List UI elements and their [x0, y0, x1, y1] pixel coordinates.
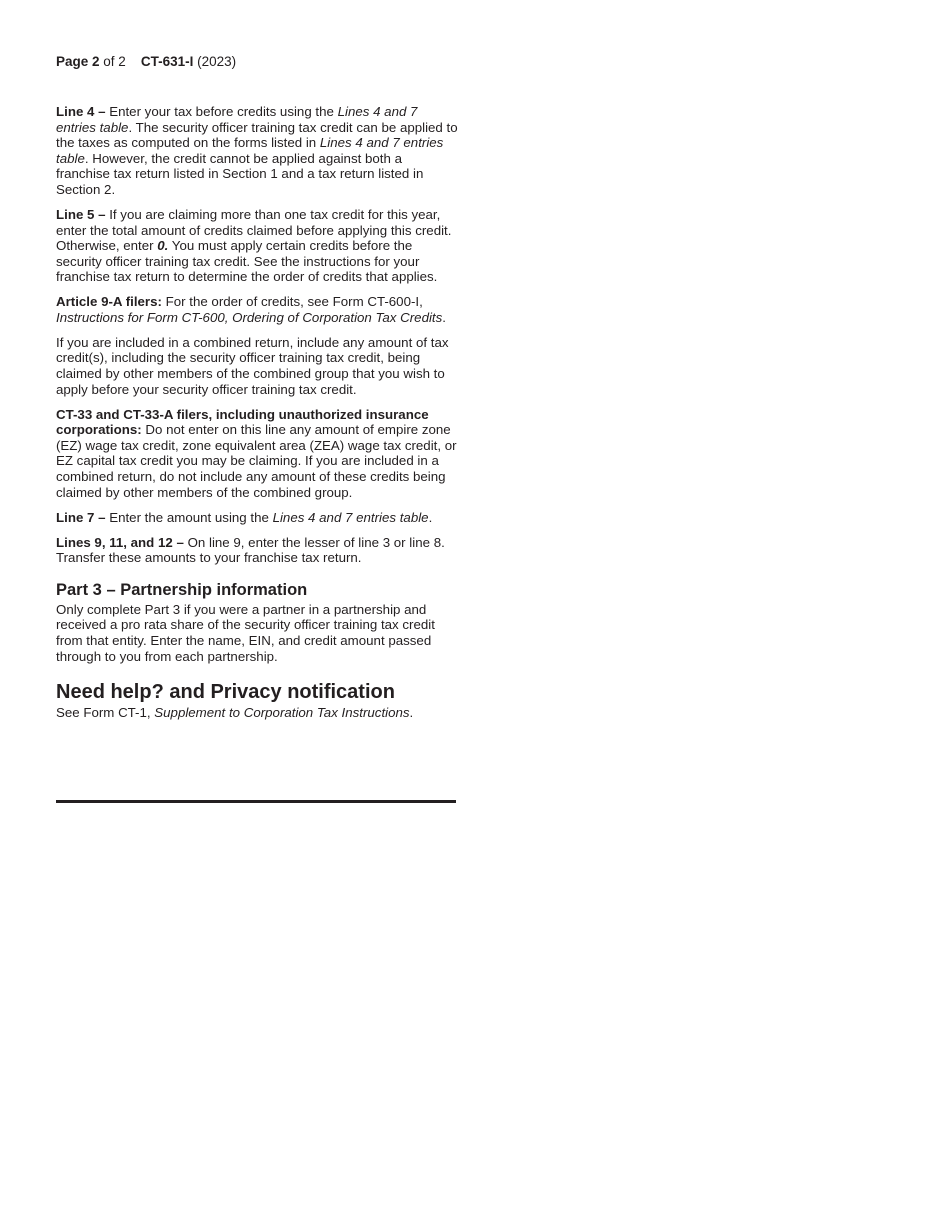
line4-table-ref: Lines 4 and 7 entries table [56, 104, 418, 135]
page-number: Page 2 [56, 54, 100, 69]
combined-paragraph: If you are included in a combined return, include any amount of tax credit(s), including the security officer training tax credit, being claimed by other members of the combined group that you wish to apply before your security officer training tax credit. [56, 334, 449, 397]
line7-label: Line 7 – [56, 509, 106, 525]
article9a-paragraph [56, 294, 458, 325]
ct33-label: CT-33 and CT-33-A filers, including unauthorized insurance corporations: [56, 406, 429, 438]
part3-paragraph: Only complete Part 3 if you were a partner in a partnership and received a pro rata share of the security officer training tax credit from that entity. Enter the name, EIN, and credit amount passed through to you from each partnership. [56, 601, 435, 664]
line4-text-3: . However, the credit cannot be applied against both a franchise tax return listed in Section 1 and a tax return listed in Section 2. [56, 150, 424, 197]
help-text: See Form CT-1, [56, 705, 155, 721]
lines9-text: On line 9, enter the lesser of line 3 or line 8. Transfer these amounts to your franchise tax return. [56, 534, 445, 566]
ct33-paragraph [56, 407, 458, 501]
form-year: (2023) [197, 54, 237, 69]
line4-text-2: . The security officer training tax credit can be applied to the taxes as computed on the forms listed in [56, 119, 458, 151]
help-paragraph [56, 705, 458, 721]
line5-zero: 0. [157, 238, 169, 254]
line7-paragraph [56, 510, 458, 526]
part3-heading: Part 3 – Partnership information [56, 580, 308, 599]
line4-text: Enter your tax before credits using the [105, 104, 338, 119]
line4-table-ref-2: Lines 4 and 7 entries table [56, 135, 444, 166]
line5-paragraph [56, 207, 458, 285]
bottom-divider [56, 800, 456, 803]
instructions-column [56, 104, 458, 730]
line5-text: If you are claiming more than one tax credit for this year, enter the total amount of credits claimed before applying this credit. Otherwise, enter [56, 206, 452, 254]
lines9-paragraph [56, 535, 458, 566]
lines9-label: Lines 9, 11, and 12 – [56, 534, 184, 550]
article9a-label: Article 9-A filers: [56, 294, 162, 310]
line7-text: Enter the amount using the [105, 509, 273, 525]
help-text-2: . [409, 705, 414, 721]
line7-table-ref: Lines 4 and 7 entries table [272, 509, 429, 525]
line5-label: Line 5 – [56, 206, 106, 222]
ct33-text: Do not enter on this line any amount of empire zone (EZ) wage tax credit, zone equivalent area (ZEA) wage tax credit, or EZ capital tax credit you may be claiming. If you are included in a combined return, do not include any amount of these credits being claimed by other members of the combined group. [56, 422, 457, 500]
article9a-text-2: . [442, 309, 446, 325]
line4-label: Line 4 – [56, 104, 106, 119]
page-total: of 2 [103, 54, 126, 69]
line4-paragraph [56, 104, 458, 198]
form-id: CT-631-I [140, 54, 194, 69]
line5-text-2: You must apply certain credits before the security officer training tax credit. See the instructions for your franchise tax return to determine the order of credits that applies. [56, 238, 438, 285]
article9a-ref: Instructions for Form CT-600, Ordering of Corporation Tax Credits [56, 309, 443, 325]
article9a-text: For the order of credits, see Form CT-600-I, [161, 294, 423, 310]
line7-text-2: . [428, 509, 433, 525]
help-ref: Supplement to Corporation Tax Instructions [154, 705, 410, 721]
page-header [56, 53, 236, 70]
help-heading: Need help? and Privacy notification [56, 681, 395, 704]
